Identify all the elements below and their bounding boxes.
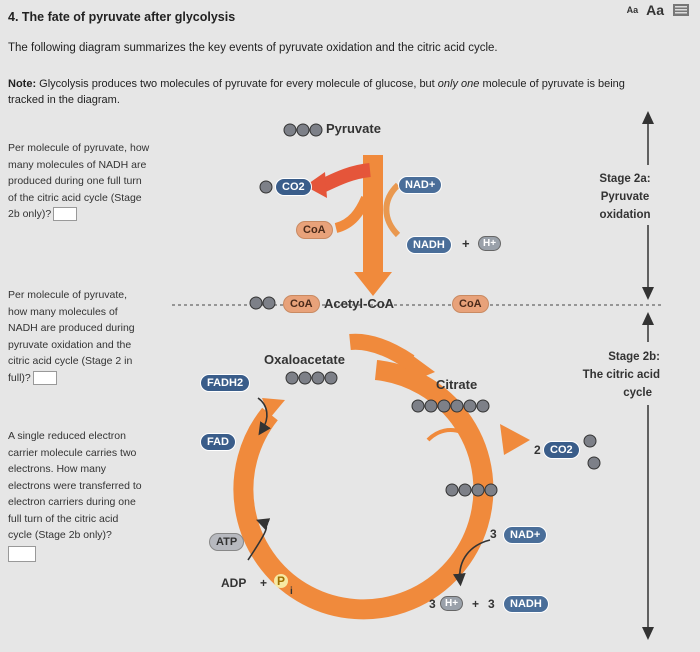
co2-badge: CO2 — [275, 178, 312, 196]
bottom-plus-sign: + — [472, 597, 480, 611]
adp-label: ADP — [221, 576, 247, 590]
nad-plus-badge: NAD+ — [398, 176, 442, 194]
acetyl-coa-label: Acetyl-CoA — [324, 296, 395, 311]
text-size-large-button[interactable]: Aa — [646, 2, 664, 18]
stage-2a-line-2: Pyruvate — [600, 191, 650, 203]
co2-carbon — [260, 181, 272, 193]
pyruvate-label: Pyruvate — [326, 121, 381, 136]
intro-subtitle: The following diagram summarizes the key events of pyruvate oxidation and the citric acid cycle. — [8, 42, 498, 54]
atp-badge: ATP — [209, 533, 244, 551]
adp-plus-sign: + — [260, 576, 268, 590]
note-emphasis: only one — [437, 78, 480, 90]
coa-released-badge: CoA — [452, 295, 489, 313]
bottom-h-count: 3 — [429, 597, 436, 611]
four-carbon-intermediate — [446, 484, 497, 496]
co2-count: 2 — [534, 443, 541, 457]
citrate-label: Citrate — [436, 377, 478, 392]
nad-plus-cycle-badge: NAD+ — [503, 526, 547, 544]
plus-sign-top: + — [462, 236, 470, 251]
released-carbons — [584, 435, 600, 469]
h-plus-badge-top: H+ — [478, 236, 501, 251]
question-1-text: Per molecule of pyruvate, how many molecules of NADH are produced during one full turn of the citric acid cycle (Stage 2b only)? — [8, 142, 150, 220]
citric-acid-cycle-ring — [243, 342, 530, 610]
question-title: 4. The fate of pyruvate after glycolysis — [8, 10, 236, 24]
co2-release-badge: CO2 — [543, 441, 580, 459]
stage-2b-label — [555, 348, 660, 402]
stage-2a-line-1: Stage 2a: — [599, 173, 651, 185]
stage-2b-line-3: cycle — [623, 387, 652, 399]
oxaloacetate-carbons — [286, 372, 337, 384]
phosphate-badge: P — [274, 574, 288, 588]
nadh-badge: NADH — [406, 236, 452, 254]
nad-count: 3 — [490, 527, 497, 541]
acetyl-coa-badge: CoA — [283, 295, 320, 313]
bottom-h-plus-badge: H+ — [440, 596, 463, 611]
note-text-b: molecule of pyruvate is being tracked in the diagram. — [8, 78, 625, 106]
stage-2b-line-1: Stage 2b: — [608, 351, 660, 363]
acetyl-carbons — [250, 297, 275, 309]
note-text-a: Glycolysis produces two molecules of pyruvate for every molecule of glucose, but — [36, 78, 438, 90]
bottom-nadh-badge: NADH — [503, 595, 549, 613]
fadh2-badge: FADH2 — [200, 374, 250, 392]
question-3-text: A single reduced electron carrier molecule carries two electrons. How many electrons were transferred to electron carriers during one full turn of the citric acid cycle (Stage 2b only)? — [8, 430, 142, 541]
coa-entry-badge: CoA — [296, 221, 333, 239]
fad-badge: FAD — [200, 433, 236, 451]
note-label: Note: — [8, 78, 37, 90]
pyruvate-carbons — [284, 124, 322, 136]
stage-2a-label — [580, 170, 670, 224]
phosphate-subscript: i — [290, 586, 293, 597]
stage-2a-line-3: oxidation — [599, 209, 651, 221]
question-2-text: Per molecule of pyruvate, how many molecules of NADH are produced during pyruvate oxidation and the citric acid cycle (Stage 2 in full)? — [8, 289, 135, 384]
oxaloacetate-label: Oxaloacetate — [264, 352, 345, 367]
stage-2b-line-2: The citric acid — [582, 369, 660, 381]
text-size-small-button[interactable]: Aa — [626, 5, 639, 15]
bottom-nadh-count: 3 — [488, 597, 495, 611]
